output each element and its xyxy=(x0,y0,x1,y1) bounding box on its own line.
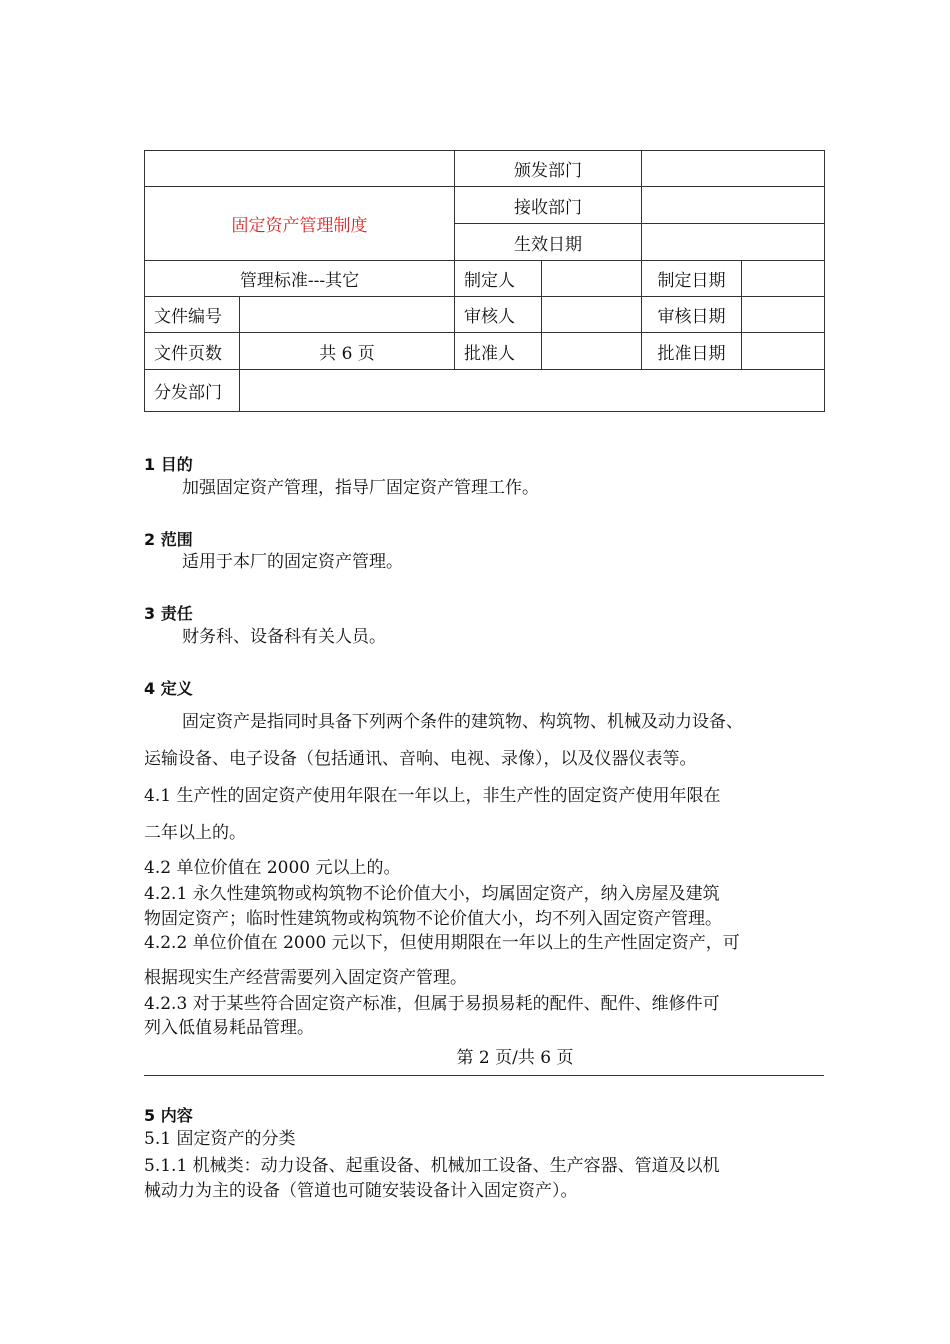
pages-value: 共 6 页 xyxy=(240,333,455,370)
section-2-body: 适用于本厂的固定资产管理。 xyxy=(182,552,403,572)
clause-4-2: 4.2 单位价值在 2000 元以上的。 xyxy=(144,858,401,878)
page-number-footer xyxy=(0,1043,950,1068)
approve-date-value xyxy=(742,333,825,370)
category-cell: 管理标准---其它 xyxy=(145,261,455,297)
clause-4-1-line-1: 4.1 生产性的固定资产使用年限在一年以上，非生产性的固定资产使用年限在 xyxy=(144,786,721,806)
page-number: 第 2 页/共 6 页 xyxy=(456,1048,574,1068)
distribution-label: 分发部门 xyxy=(145,370,240,412)
reviewer-label: 审核人 xyxy=(455,297,542,333)
draft-date-label: 制定日期 xyxy=(642,261,742,297)
section-2-heading: 2 范围 xyxy=(144,530,193,549)
drafter-label: 制定人 xyxy=(455,261,542,297)
receive-dept-value xyxy=(642,187,825,224)
clause-4-2-1-line-1: 4.2.1 永久性建筑物或构筑物不论价值大小，均属固定资产，纳入房屋及建筑 xyxy=(144,884,720,904)
clause-4-1-line-2: 二年以上的。 xyxy=(144,823,246,843)
definition-paragraph-line-1: 固定资产是指同时具备下列两个条件的建筑物、构筑物、机械及动力设备、 xyxy=(182,712,743,732)
issue-dept-label: 颁发部门 xyxy=(455,151,642,187)
clause-5-1: 5.1 固定资产的分类 xyxy=(144,1129,296,1149)
section-1-heading: 1 目的 xyxy=(144,455,193,474)
effective-date-value xyxy=(642,224,825,261)
definition-paragraph-line-2: 运输设备、电子设备（包括通讯、音响、电视、录像），以及仪器仪表等。 xyxy=(144,749,697,769)
section-5-heading: 5 内容 xyxy=(144,1106,193,1125)
approver-label: 批准人 xyxy=(455,333,542,370)
document-title: 固定资产管理制度 xyxy=(145,187,455,261)
drafter-value xyxy=(542,261,642,297)
section-3-body: 财务科、设备科有关人员。 xyxy=(182,627,386,647)
review-date-value xyxy=(742,297,825,333)
doc-no-label: 文件编号 xyxy=(145,297,240,333)
approver-value xyxy=(542,333,642,370)
section-1-body: 加强固定资产管理，指导厂固定资产管理工作。 xyxy=(182,478,539,498)
clause-5-1-1-line-1: 5.1.1 机械类：动力设备、起重设备、机械加工设备、生产容器、管道及以机 xyxy=(144,1156,720,1176)
section-4-heading: 4 定义 xyxy=(144,679,193,698)
effective-date-label: 生效日期 xyxy=(455,224,642,261)
clause-4-2-2-line-1: 4.2.2 单位价值在 2000 元以下，但使用期限在一年以上的生产性固定资产，可 xyxy=(144,933,740,953)
receive-dept-label: 接收部门 xyxy=(455,187,642,224)
page-break-rule xyxy=(144,1075,824,1076)
clause-4-2-1-line-2: 物固定资产；临时性建筑物或构筑物不论价值大小，均不列入固定资产管理。 xyxy=(144,909,722,929)
clause-4-2-3-line-2: 列入低值易耗品管理。 xyxy=(144,1018,314,1038)
section-3-heading: 3 责任 xyxy=(144,604,193,623)
doc-no-value xyxy=(240,297,455,333)
issue-dept-value xyxy=(642,151,825,187)
distribution-value xyxy=(240,370,825,412)
document-header-table xyxy=(144,150,825,412)
clause-4-2-3-line-1: 4.2.3 对于某些符合固定资产标准，但属于易损易耗的配件、配件、维修件可 xyxy=(144,994,720,1014)
header-blank-cell xyxy=(145,151,455,187)
pages-label: 文件页数 xyxy=(145,333,240,370)
reviewer-value xyxy=(542,297,642,333)
review-date-label: 审核日期 xyxy=(642,297,742,333)
clause-5-1-1-line-2: 械动力为主的设备（管道也可随安装设备计入固定资产）。 xyxy=(144,1181,578,1201)
approve-date-label: 批准日期 xyxy=(642,333,742,370)
draft-date-value xyxy=(742,261,825,297)
clause-4-2-2-line-2: 根据现实生产经营需要列入固定资产管理。 xyxy=(144,968,467,988)
